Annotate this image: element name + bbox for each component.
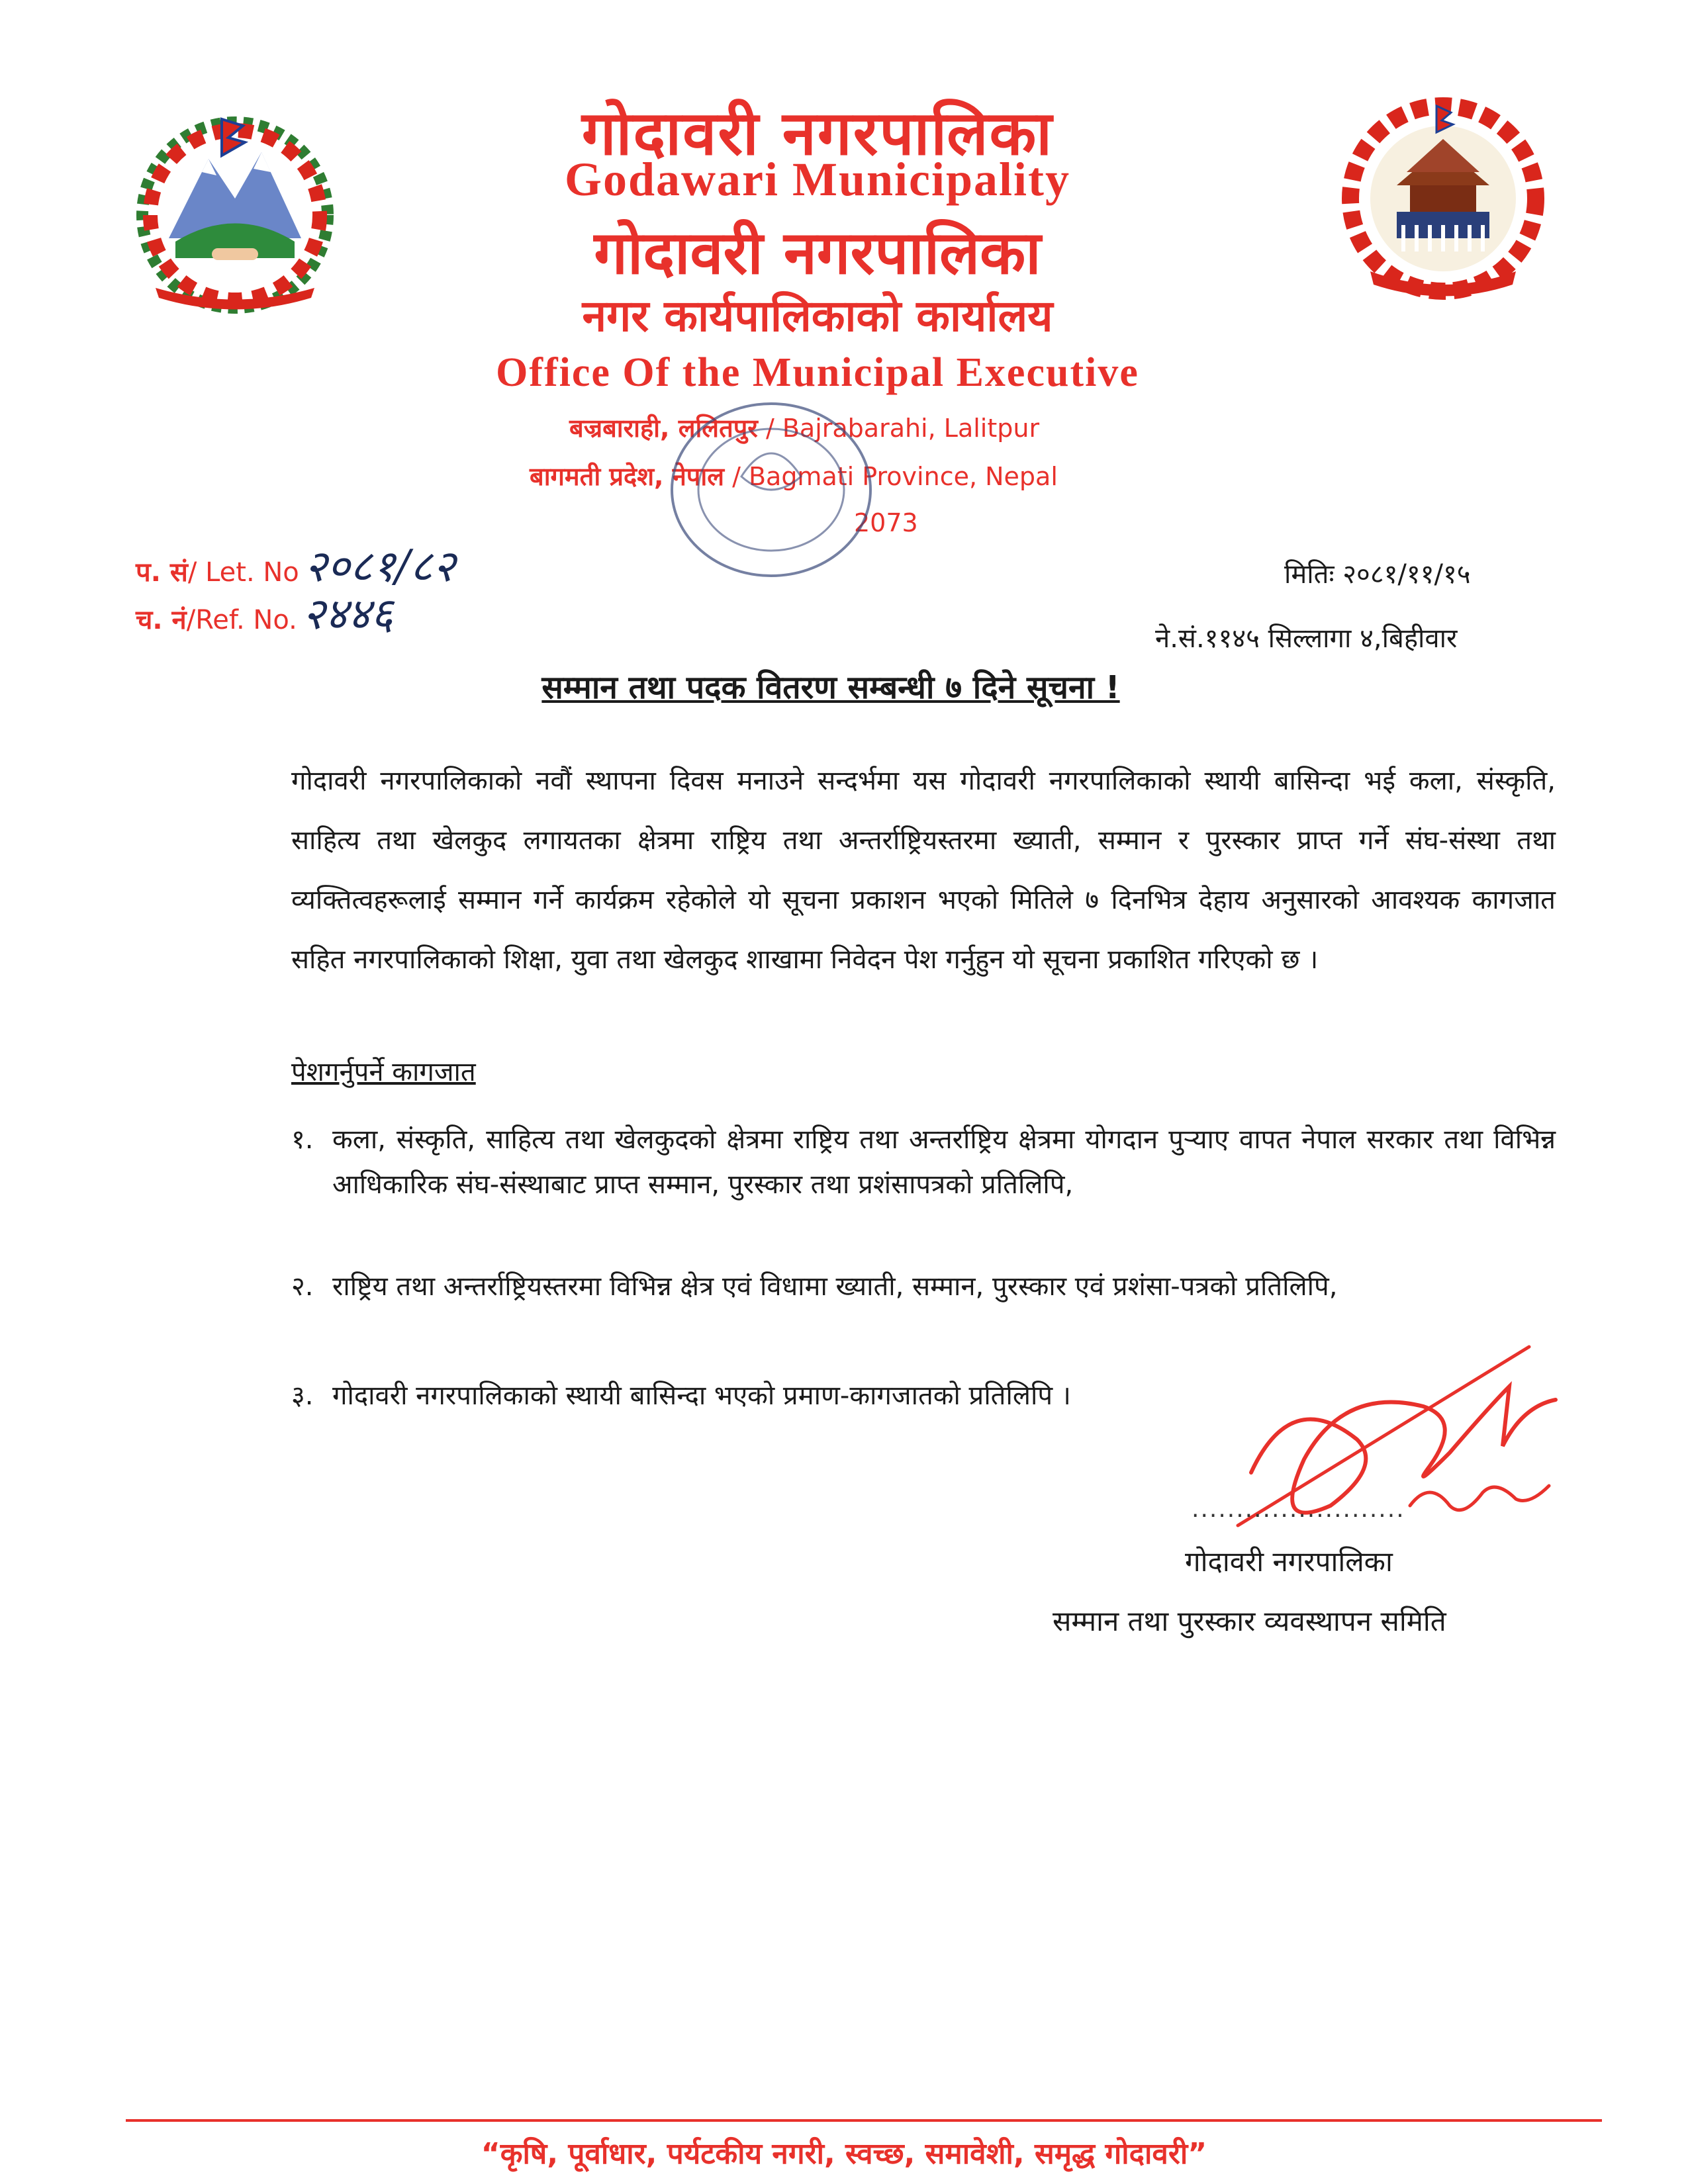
office-title-nepali: नगर कार्यपालिकाको कार्यालय [582,290,1053,341]
footer-slogan: “कृषि, पूर्वाधार, पर्यटकीय नगरी, स्वच्छ, समावेशी, समृद्ध गोदावरी” [481,2137,1207,2171]
reference-number-label-english: /Ref. No. [186,605,297,635]
established-year: 2073 [854,508,918,537]
signatory-organization: गोदावरी नगरपालिका [1185,1545,1393,1578]
address-line-2-nepali: बागमती प्रदेश, नेपाल [530,462,724,491]
letter-number-value: २०८१/८२ [304,541,455,592]
list-item [291,1117,1556,1207]
title-english: Godawari Municipality [564,153,1071,206]
list-item-number: ३. [291,1381,314,1411]
signatory-committee: सम्मान तथा पुरस्कार व्यवस्थापन समिति [1053,1605,1446,1637]
notice-body-paragraph: गोदावरी नगरपालिकाको नवौं स्थापना दिवस मनाउने सन्दर्भमा यस गोदावरी नगरपालिकाको स्थायी बासिन्दा भई कला, संस्कृति, साहित्य तथा खेलकुद लगायतका क्षेत्रमा राष्ट्रिय तथा अन्तर्राष्ट्रियस्तरमा ख्याती, सम्मान र पुरस्कार प्राप्त गर्ने संघ-संस्था तथा व्यक्तित्वहरूलाई सम्मान गर्ने कार्यक्रम रहेकोले यो सूचना प्रकाशन भएको मितिले ७ दिनभित्र देहाय अनुसारको आवश्यक कागजात सहित नगरपालिकाको शिक्षा, युवा तथा खेलकुद शाखामा निवेदन पेश गर्नुहुन यो सूचना प्रकाशित गरिएको छ । [291,766,1556,975]
notice-subject-text: सम्मान तथा पदक वितरण सम्बन्धी ७ दिने सूचना ! [541,669,1120,706]
list-item-text: कला, संस्कृति, साहित्य तथा खेलकुदको क्षेत्रमा राष्ट्रिय तथा अन्तर्राष्ट्रिय क्षेत्रमा योगदान पुर्‍याए वापत नेपाल सरकार तथा विभिन्न आधिकारिक संघ-संस्थाबाट प्राप्त सम्मान, पुरस्कार तथा प्रशंसापत्रको प्रतिलिपि, [332,1124,1556,1200]
reference-number [136,582,393,642]
office-stamp-icon [662,390,880,589]
address-line-1-nepali: बज्रबाराही, ललितपुर [569,414,758,443]
notice-subject [0,665,1688,708]
list-item-text: राष्ट्रिय तथा अन्तर्राष्ट्रियस्तरमा विभिन्न क्षेत्र एवं विधामा ख्याती, सम्मान, पुरस्कार एवं प्रशंसा-पत्रको प्रतिलिपि, [332,1271,1338,1302]
list-item-text: गोदावरी नगरपालिकाको स्थायी बासिन्दा भएको प्रमाण-कागजातको प्रतिलिपि । [332,1381,1071,1411]
office-title-english: Office Of the Municipal Executive [496,350,1139,395]
list-item [291,1264,1556,1309]
reference-number-label-nepali: च. नं [136,605,187,635]
letter-number-label-nepali: प. सं [136,557,188,588]
address-line-1-english: / Bajrabarahi, Lalitpur [765,414,1040,443]
reference-number-value: २४४६ [302,588,394,639]
list-item-number: १. [291,1124,314,1155]
title-nepali: गोदावरी नगरपालिका [581,97,1054,169]
signature-line: ........................ [1192,1496,1405,1523]
required-documents-heading: पेशगर्नुपर्ने कागजात [291,1057,476,1087]
letter-number-label-english: / Let. No [187,557,299,588]
address-line-2-english: / Bagmati Province, Nepal [732,462,1058,491]
date-line: मितिः २०८१/११/१५ [1284,559,1471,590]
nepal-sambat-date: ने.सं.११४५ सिल्लागा ४,बिहीवार [1155,623,1458,654]
list-item-number: २. [291,1271,314,1302]
footer-divider [126,2119,1602,2122]
title-newari: गोदावरी नगरपालिका [594,218,1041,288]
